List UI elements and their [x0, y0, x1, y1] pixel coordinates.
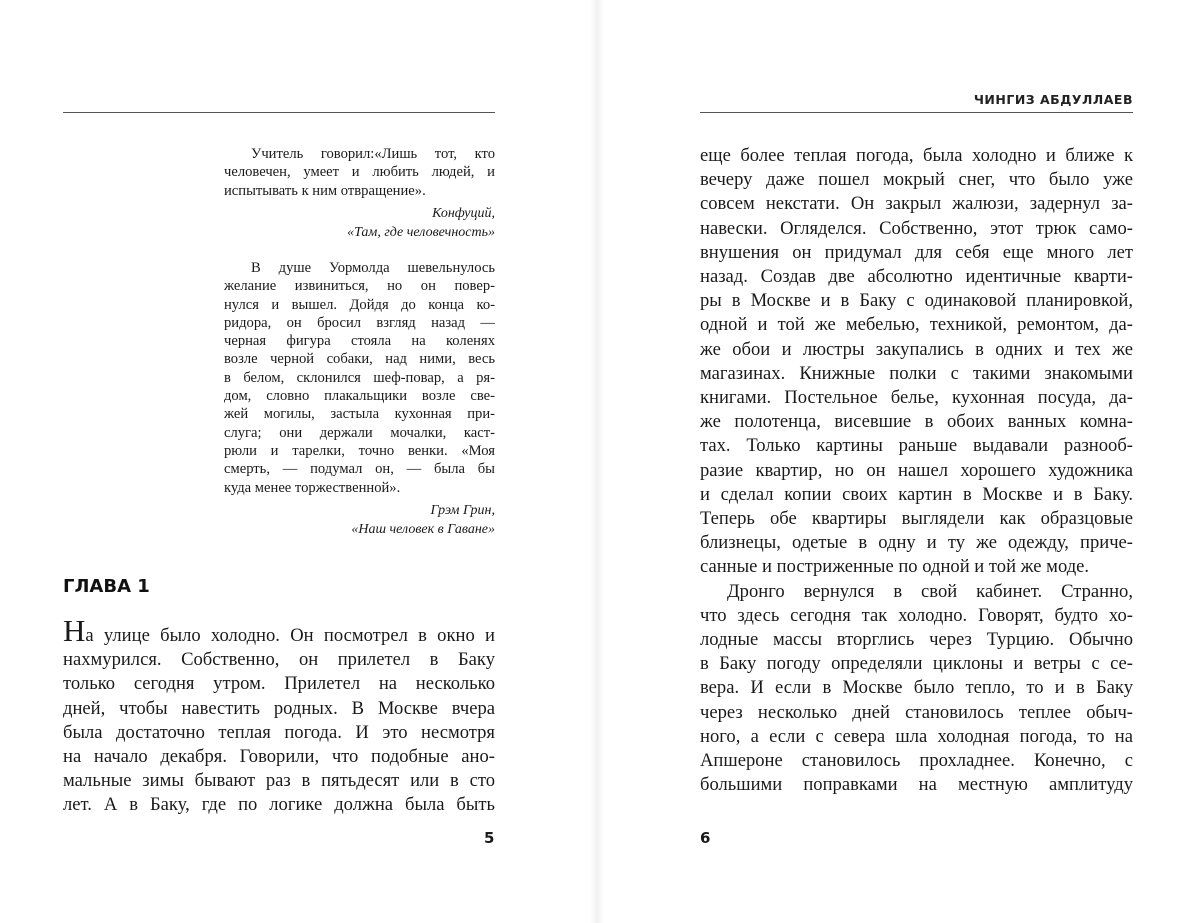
text-line: жей могилы, застыла кухонная при-	[224, 406, 495, 423]
text-line: Теперь обе квартиры выглядели как образцовые	[700, 508, 1133, 530]
page-number: 5	[484, 829, 495, 847]
epigraph-text	[224, 145, 495, 200]
text-line: совсем некстати. Он закрыл жалюзи, задернул за-	[700, 193, 1133, 215]
text-line: ного, а если с севера шла холодная погода, то на	[700, 725, 1133, 747]
text-line: дом, словно плакальщики возле све-	[224, 388, 495, 405]
body-text	[700, 144, 1133, 797]
text-line: дней, чтобы навестить родных. В Москве вчера	[63, 697, 495, 719]
text-line: желание извиниться, но он повер-	[224, 278, 495, 295]
line-text: а улице было холодно. Он посмотрел в окно и	[85, 625, 495, 646]
text-line: куда менее торжественной».	[224, 479, 401, 496]
text-line: нахмурился. Собственно, он прилетел в Баку	[63, 649, 495, 671]
text-line: назад. Создав две абсолютно идентичные кварти-	[700, 266, 1133, 288]
text-line: близнецы, одетые в одну и ту же одежду, приче-	[700, 532, 1133, 554]
epigraph-author: Конфуций,	[432, 205, 495, 221]
text-line: же полотенца, висевшие в обоих ванных комна-	[700, 411, 1133, 433]
epigraph-confucius	[224, 145, 495, 242]
text-line: испытывать к ним отвращение».	[224, 182, 426, 199]
text-line: книгами. Постельное белье, кухонная посуда, да-	[700, 387, 1133, 409]
text-line: в Баку погоду определяли циклоны и ветры с се-	[700, 653, 1133, 675]
epigraph-author: Грэм Грин,	[430, 502, 495, 518]
text-line	[63, 613, 495, 648]
text-line: Дронго вернулся в свой кабинет. Странно,	[727, 580, 1133, 602]
running-head-author: ЧИНГИЗ АБДУЛЛАЕВ	[973, 92, 1133, 107]
text-line: и сделал копии своих картин в Москве и в Баку.	[700, 483, 1133, 505]
text-line: навески. Огляделся. Собственно, этот трюк само-	[700, 217, 1133, 239]
text-line: что здесь сегодня так холодно. Говорят, будто хо-	[700, 604, 1133, 626]
header-rule	[63, 112, 495, 113]
paragraph	[700, 144, 1133, 580]
text-line: большими поправками на местную амплитуду	[700, 774, 1133, 796]
epigraph-text	[224, 259, 495, 497]
epigraph-source: «Там, где человечность»	[347, 224, 495, 240]
text-line: вера. И если в Москве было тепло, то и в Баку	[700, 677, 1133, 699]
book-gutter	[590, 0, 604, 923]
text-line: только сегодня утром. Прилетел на несколько	[63, 673, 495, 695]
text-line: возле черной собаки, над ними, весь	[224, 351, 495, 368]
text-line: ридора, он бросил взгляд назад —	[224, 314, 495, 331]
paragraph	[700, 580, 1133, 798]
text-line: тах. Только картины раньше выдавали разнооб-	[700, 435, 1133, 457]
text-line: нулся и вышел. Дойдя до конца ко-	[224, 296, 495, 313]
text-line: слуга; они держали мочалки, каст-	[224, 424, 495, 441]
text-line: человечен, умеет и любить людей, и	[224, 164, 495, 181]
epigraph-source: «Наш человек в Гаване»	[351, 521, 495, 537]
text-line: магазинах. Книжные полки с такими знакомыми	[700, 362, 1133, 384]
text-line: лет. А в Баку, где по логике должна была быть	[63, 794, 495, 816]
text-line: одной и той же мебелью, техникой, ремонтом, да-	[700, 314, 1133, 336]
text-line: ры в Москве и в Баку с одинаковой планировкой,	[700, 290, 1133, 312]
text-line: рюли и тарелки, точно венки. «Моя	[224, 442, 495, 459]
text-line: разие квартир, но он нашел хорошего художника	[700, 459, 1133, 481]
text-line: на начало декабря. Говорили, что подобные ано-	[63, 746, 495, 768]
drop-cap: Н	[63, 613, 86, 648]
text-line: смерть, — подумал он, — была бы	[224, 461, 495, 478]
chapter-body-text	[63, 613, 495, 818]
text-line: была достаточно теплая погода. И это несмотря	[63, 721, 495, 743]
text-line: В душе Уормолда шевельнулось	[251, 260, 495, 276]
text-line: в белом, склонился шеф-повар, а ря-	[224, 369, 495, 386]
text-line: мальные зимы бывают раз в пятьдесят или в сто	[63, 770, 495, 792]
text-line: через несколько дней становилось теплее обыч-	[700, 701, 1133, 723]
text-line: Учитель говорил:«Лишь тот, кто	[251, 146, 495, 162]
text-line: санные и постриженные по одной и той же моде.	[700, 556, 1090, 578]
text-line: внушения он придумал для себя еще много лет	[700, 241, 1133, 263]
text-line: лодные массы вторглись через Турцию. Обычно	[700, 629, 1133, 651]
header-rule	[700, 112, 1133, 113]
page-number: 6	[700, 829, 711, 847]
text-line: вечеру даже пошел мокрый снег, что было уже	[700, 169, 1133, 191]
text-line: Апшероне становилось прохладнее. Конечно, с	[700, 750, 1133, 772]
chapter-title: ГЛАВА 1	[63, 576, 150, 597]
text-line: же обои и люстры закупались в одних и тех же	[700, 338, 1133, 360]
text-line: еще более теплая погода, была холодно и ближе к	[700, 145, 1133, 166]
text-line: черная фигура стояла на коленях	[224, 333, 495, 350]
epigraph-greene	[224, 259, 495, 539]
